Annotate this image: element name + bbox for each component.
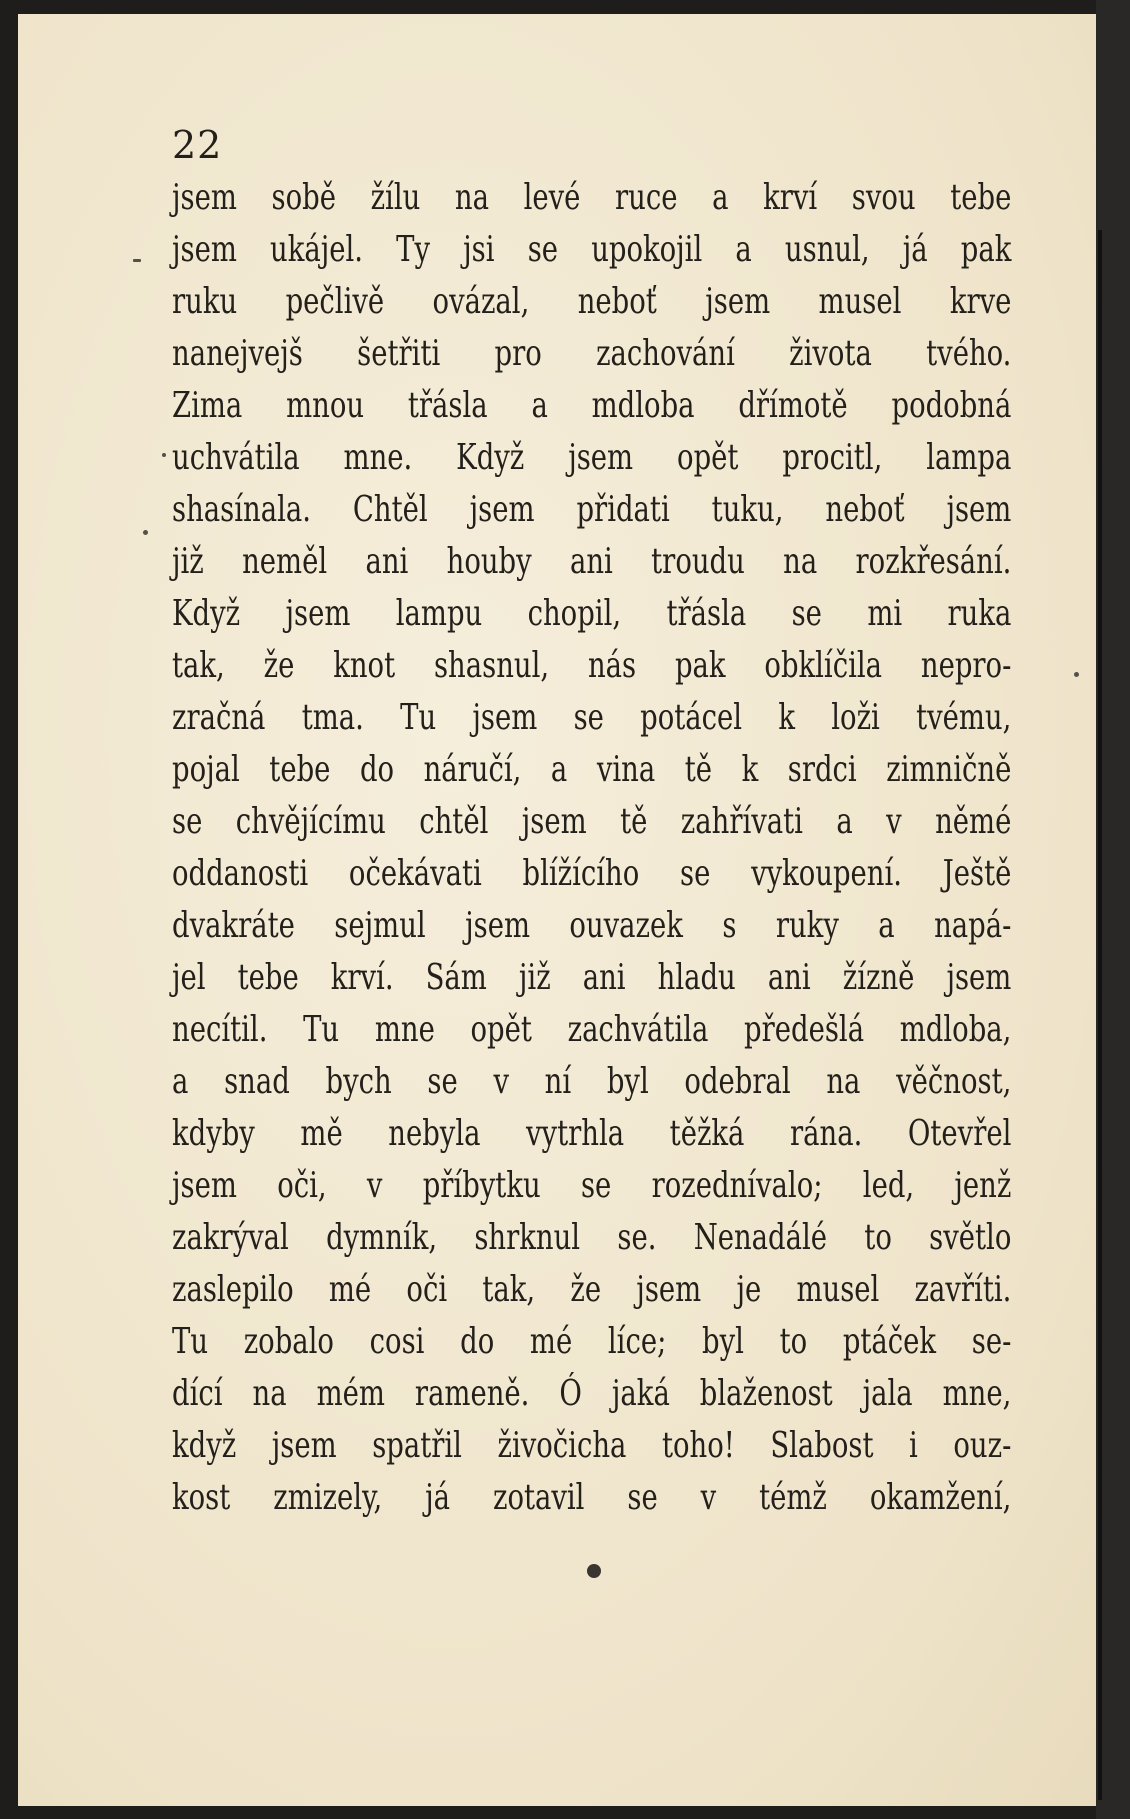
text-line: dvakráte sejmul jsem ouvazek s ruky a napá- [172,905,1012,946]
text-line: se chvějícímu chtěl jsem tě zahřívati a v němé [172,801,1012,842]
ink-dot [587,1564,601,1578]
text-line: jsem oči, v příbytku se rozednívalo; led, jenž [172,1165,1012,1206]
text-line: tak, že knot shasnul, nás pak obklíčila nepro- [172,645,1012,686]
text-line: zakrýval dymník, shrknul se. Nenadálé to světlo [172,1217,1012,1258]
text-line: shasínala. Chtěl jsem přidati tuku, neboť jsem [172,489,1012,530]
book-spine-line [1098,230,1102,1800]
text-line: a snad bych se v ní byl odebral na věčnost, [172,1061,1012,1102]
margin-speck [1074,672,1079,677]
text-line: jsem sobě žílu na levé ruce a krví svou tebe [172,177,1012,218]
text-line: již neměl ani houby ani troudu na rozkřesání. [172,541,1012,582]
text-line: ruku pečlivě ovázal, neboť jsem musel krve [172,281,1012,322]
text-line: oddanosti očekávati blížícího se vykoupení. Ještě [172,853,1012,894]
text-line: pojal tebe do náručí, a vina tě k srdci zimničně [172,749,1012,790]
margin-speck [133,259,141,262]
text-line: uchvátila mne. Když jsem opět procitl, lampa [172,437,1012,478]
text-line: nanejvejš šetřiti pro zachování života tvého. [172,333,1012,374]
text-line: necítil. Tu mne opět zachvátila předešlá mdloba, [172,1009,1012,1050]
text-line: Když jsem lampu chopil, třásla se mi ruka [172,593,1012,634]
margin-speck [162,453,166,457]
body-text [172,172,1012,1524]
page-number: 22 [172,123,223,167]
text-line: kost zmizely, já zotavil se v témž okamžení, [172,1477,1012,1518]
text-line: Zima mnou třásla a mdloba dřímotě podobná [172,385,1012,426]
text-line: jel tebe krví. Sám již ani hladu ani žízně jsem [172,957,1012,998]
margin-speck [143,530,148,535]
text-line: jsem ukájel. Ty jsi se upokojil a usnul, já pak [172,229,1012,270]
text-line: Tu zobalo cosi do mé líce; byl to ptáček se- [172,1321,1012,1362]
text-line: zaslepilo mé oči tak, že jsem je musel zavříti. [172,1269,1012,1310]
text-line: dící na mém rameně. Ó jaká blaženost jala mne, [172,1373,1012,1414]
text-line: kdyby mě nebyla vytrhla těžká rána. Otevřel [172,1113,1012,1154]
text-line: zračná tma. Tu jsem se potácel k loži tvému, [172,697,1012,738]
text-line: když jsem spatřil živočicha toho! Slabost i ouz- [172,1425,1012,1466]
text-block [172,118,1012,1524]
